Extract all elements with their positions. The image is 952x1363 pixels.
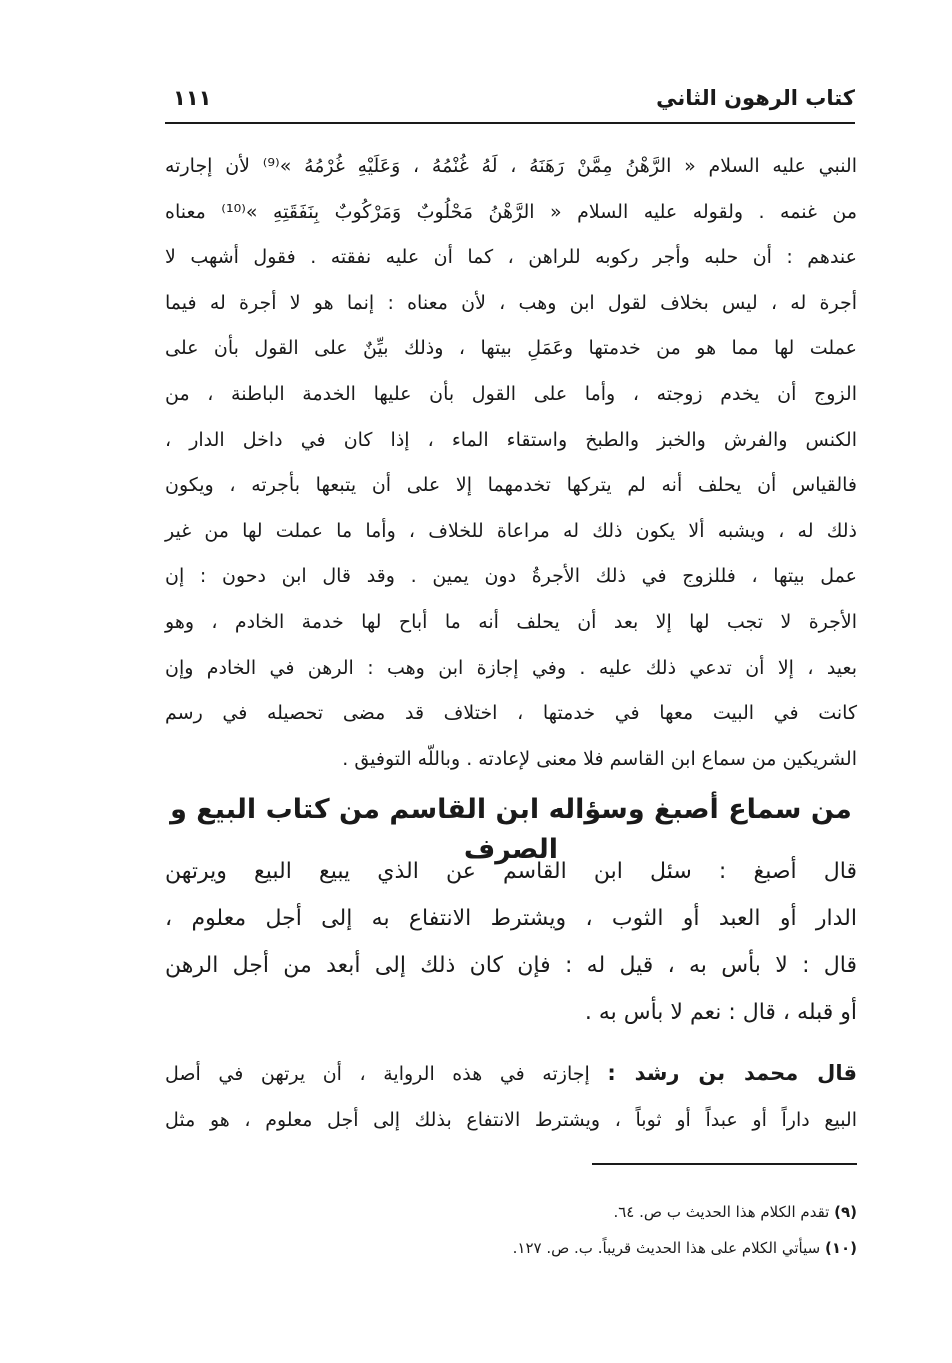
footnote-text: سيأتي الكلام على هذا الحديث قريباً. ب. ص. ١٢٧.	[512, 1239, 821, 1257]
commentary-paragraph	[165, 1050, 857, 1144]
body-paragraph	[165, 144, 857, 782]
text-line: النبي عليه السلام « الرَّهْنُ مِمَّنْ رَهَنَهُ ، لَهُ غُنْمُهُ ، وَعَلَيْهِ غُرْمُهُ »⁽⁹⁾ لأن إجارته	[165, 155, 857, 177]
footnotes	[165, 1194, 857, 1266]
text-line: ذلك له ، ويشبه ألا يكون ذلك له مراعاة للخلاف ، وأما ما عملت لها من غير	[165, 519, 857, 542]
footnote-text: تقدم الكلام هذا الحديث ب ص. ٦٤.	[613, 1203, 830, 1221]
commentary-text: إجازته في هذه الرواية ، أن يرتهن في أصل	[165, 1063, 590, 1085]
text-line: عملت لها مما هو من خدمتها وعَمَلِ بيتها ، وذلك بيِّنٌ على القول بأن على	[165, 337, 857, 360]
text-line: فالقياس أن يحلف أنه لم يتركها تخدمهما إلا على أن يتبعها بأجرته ، ويكون	[165, 474, 857, 497]
running-title: كتاب الرهون الثاني	[656, 86, 855, 110]
text-line: الكنس والفرش والخبز والطبخ واستقاء الماء ، إذا كان في داخل الدار ،	[165, 428, 857, 451]
text-line: بعيد ، إلا أن تدعي ذلك عليه . وفي إجازة ابن وهب : الرهن في الخادم وإن	[165, 656, 857, 679]
text-line: عندهم : أن حلبه وأجر ركوبه للراهن ، كما أن عليه نفقته . فقول أشهب لا	[165, 246, 857, 269]
footnote-rule	[592, 1163, 857, 1165]
footnote-number: (٩)	[834, 1203, 857, 1221]
footnote-number: (١٠)	[824, 1239, 857, 1257]
text-line: أجرة له ، ليس بخلاف لقول ابن وهب ، لأن معناه : إنما هو لا أجرة له فيما	[165, 291, 857, 314]
question-line: قال : لا بأس به ، قيل له : فإن كان ذلك إلى أبعد من أجل الرهن	[165, 953, 857, 978]
footnote	[165, 1230, 857, 1266]
text-line: كانت في البيت معها في خدمتها ، اختلاف قد مضى تحصيله في رسم	[165, 702, 857, 725]
question-line: قال أصبغ : سئل ابن القاسم عن الذي يبيع البيع ويرتهن	[165, 859, 857, 884]
text-line: الشريكين من سماع ابن القاسم فلا معنى لإعادته . وباللّه التوفيق .	[342, 747, 857, 770]
question-paragraph	[165, 848, 857, 1036]
question-line: الدار أو العبد أو الثوب ، ويشترط الانتفاع به إلى أجل معلوم ،	[165, 906, 857, 931]
commentary-line: البيع داراً أو عبداً أو ثوباً ، ويشترط الانتفاع بذلك إلى أجل معلوم ، هو مثل	[165, 1109, 857, 1131]
text-line: عمل بيتها ، فللزوج في ذلك الأجرةُ دون يمين . وقد قال ابن دحون : إن	[165, 565, 857, 588]
section-heading: من سماع أصبغ وسؤاله ابن القاسم من كتاب البيع و الصرف	[170, 794, 852, 865]
text-line: الزوج أن يخدم زوجته ، وأما على القول بأن عليها الخدمة الباطنة ، من	[165, 382, 857, 405]
footnote	[165, 1194, 857, 1230]
question-line: أو قبله ، قال : نعم لا بأس به .	[584, 1000, 857, 1025]
page-header	[165, 84, 855, 124]
text-line: من غنمه . ولقوله عليه السلام « الرَّهْنُ مَحْلُوبٌ وَمَرْكُوبٌ بِنَفَقَتِهِ »⁽¹⁰⁾ معناه	[165, 200, 857, 223]
commentary-speaker: قال محمد بن رشد :	[607, 1061, 857, 1085]
commentary-line	[165, 1050, 857, 1097]
header-rule	[165, 122, 855, 124]
page-number: ١١١	[173, 86, 212, 110]
text-line: الأجرة لا تجب لها إلا بعد أن يحلف أنه ما أباح لها خدمة الخادم ، وهو	[165, 610, 857, 633]
